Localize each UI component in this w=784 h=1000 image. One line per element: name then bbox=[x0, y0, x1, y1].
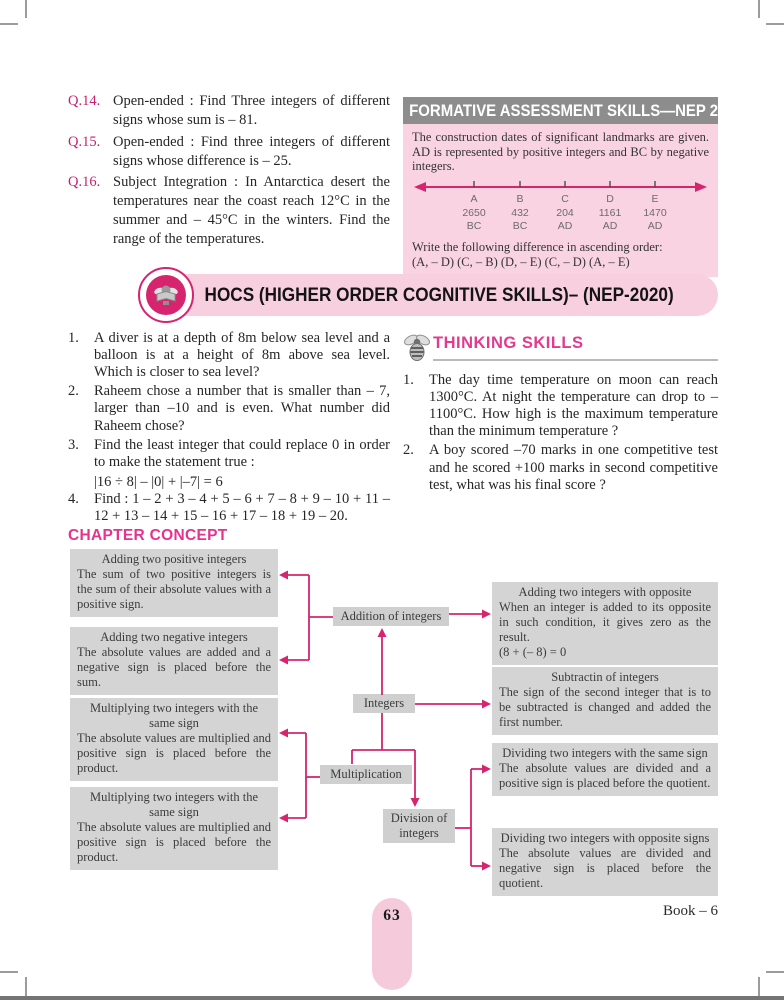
concept-box-body: The absolute values are multiplied and positive sign is placed before the product. bbox=[77, 731, 271, 775]
crop-mark bbox=[766, 971, 784, 973]
thinking-question-list bbox=[403, 372, 718, 494]
point-era: BC bbox=[466, 220, 482, 233]
question-item bbox=[403, 442, 718, 493]
book-label: Book – 6 bbox=[662, 903, 718, 919]
point-era: AD bbox=[557, 220, 573, 233]
crop-mark bbox=[0, 23, 18, 25]
concept-box-body: The absolute values are added and a negative sign is placed before the sum. bbox=[77, 645, 271, 689]
point-value: 2650 bbox=[462, 206, 486, 219]
concept-box-title: Subtractin of integers bbox=[551, 670, 659, 684]
number-line-point bbox=[511, 193, 529, 234]
point-era: AD bbox=[602, 220, 618, 233]
concept-box-title: Adding two integers with opposite bbox=[518, 585, 692, 599]
chapter-concept-title: CHAPTER CONCEPT bbox=[68, 527, 228, 544]
question-number: 1. bbox=[68, 330, 79, 346]
concept-node-multiplication: Multiplication bbox=[320, 765, 412, 784]
question-number: Q.15. bbox=[68, 133, 101, 150]
concept-box-title: Dividing two integers with opposite signs bbox=[500, 831, 710, 845]
hocs-section-banner bbox=[150, 274, 718, 316]
point-name: D bbox=[606, 192, 614, 205]
hocs-question-list bbox=[68, 330, 390, 527]
concept-box-dividing-same-sign bbox=[492, 743, 718, 796]
question-item bbox=[68, 383, 390, 434]
concept-box-title: Multiplying two integers with the same sign bbox=[89, 701, 259, 730]
thinking-skills-section bbox=[403, 332, 718, 496]
concept-box-title: Multiplying two integers with the same sign bbox=[89, 790, 259, 819]
number-line-point bbox=[556, 193, 574, 234]
page-number-pill bbox=[372, 898, 412, 990]
point-value: 204 bbox=[556, 206, 574, 219]
formative-assessment-panel bbox=[403, 97, 744, 277]
hocs-section-title: HOCS (HIGHER ORDER COGNITIVE SKILLS)– (NEP-2020) bbox=[204, 284, 674, 306]
concept-box-adding-opposite bbox=[492, 582, 718, 665]
concept-box-title: Adding two negative integers bbox=[100, 630, 248, 644]
concept-box-example: (8 + (– 8) = 0 bbox=[499, 645, 567, 659]
panel-intro-text: The construction dates of significant landmarks are given. AD is represented by positive integers and BC by negative integers. bbox=[412, 130, 709, 174]
question-text: Find : 1 – 2 + 3 – 4 + 5 – 6 + 7 – 8 + 9 – 10 + 11 – 12 + 13 – 14 + 15 – 16 + 17 – 18 + 19 – 20. bbox=[94, 491, 390, 525]
question-text: A diver is at a depth of 8m below sea level and a balloon is at a height of 8m above sea level. Which is closer to sea level? bbox=[94, 330, 390, 381]
question-number: 2. bbox=[68, 383, 79, 400]
panel-header bbox=[403, 97, 744, 124]
concept-box-title: Dividing two integers with the same sign bbox=[502, 746, 708, 760]
point-name: A bbox=[470, 192, 478, 205]
crop-mark bbox=[766, 23, 784, 25]
concept-box-subtraction bbox=[492, 667, 718, 735]
concept-box-multiplying-same-sign bbox=[70, 698, 278, 781]
page-number: 63 bbox=[383, 907, 401, 924]
crop-mark bbox=[758, 0, 760, 18]
panel-options: (A, – D) (C, – B) (D, – E) (C, – D) (A, – E) bbox=[412, 254, 630, 269]
question-item bbox=[68, 133, 390, 171]
concept-box-dividing-opposite-signs bbox=[492, 828, 718, 896]
number-line bbox=[412, 179, 709, 237]
question-item bbox=[68, 92, 390, 130]
crop-mark bbox=[25, 0, 27, 18]
question-item bbox=[68, 491, 390, 525]
concept-node-addition: Addition of integers bbox=[333, 607, 449, 626]
concept-box-body: When an integer is added to its opposite in such condition, it gives zero as the result. bbox=[499, 600, 711, 644]
point-value: 432 bbox=[511, 206, 529, 219]
hocs-badge-icon bbox=[138, 267, 194, 323]
thinking-skills-title: THINKING SKILLS bbox=[433, 334, 584, 352]
point-name: C bbox=[561, 192, 569, 205]
bee-icon bbox=[403, 332, 431, 362]
concept-box-adding-negative bbox=[70, 627, 278, 695]
question-item bbox=[68, 437, 390, 471]
header-underline bbox=[433, 359, 718, 361]
question-formula: |16 ÷ 8| – |0| + |–7| = 6 bbox=[94, 473, 223, 490]
number-line-point bbox=[462, 193, 485, 234]
point-value: 1161 bbox=[598, 206, 622, 219]
concept-box-adding-positive bbox=[70, 549, 278, 617]
concept-box-title: Adding two positive integers bbox=[101, 552, 247, 566]
question-number: 3. bbox=[68, 436, 79, 453]
concept-box-body: The sum of two positive integers is the sum of their absolute values with a positive sign. bbox=[77, 567, 271, 611]
scan-edge bbox=[0, 996, 784, 1000]
question-item bbox=[68, 330, 390, 381]
question-text: A boy scored –70 marks in one competitive test and he scored +100 marks in second competitive test, what was his final score ? bbox=[429, 442, 718, 493]
question-text: Raheem chose a number that is smaller than – 7, larger than –10 and is even. What number did Raheem chose? bbox=[94, 383, 390, 434]
panel-body bbox=[403, 124, 718, 277]
question-item bbox=[403, 372, 718, 440]
point-name: E bbox=[651, 192, 659, 205]
concept-box-body: The absolute values are divided and a positive sign is placed before the quotient. bbox=[499, 761, 711, 790]
number-line-point bbox=[643, 193, 666, 234]
concept-box-multiplying-same-sign-2 bbox=[70, 787, 278, 870]
question-number: 2. bbox=[403, 442, 414, 459]
point-era: AD bbox=[647, 220, 663, 233]
reader-head-icon bbox=[153, 282, 179, 308]
hocs-badge-inner-circle bbox=[146, 275, 186, 315]
point-value: 1470 bbox=[643, 206, 667, 219]
question-number: Q.14. bbox=[68, 93, 101, 109]
question-number: 1. bbox=[403, 372, 414, 388]
question-number: Q.16. bbox=[68, 174, 101, 191]
panel-question: Write the following difference in ascending order: bbox=[412, 239, 663, 254]
question-number: 4. bbox=[68, 491, 79, 507]
question-text: Subject Integration : In Antarctica desert the temperatures near the coast reach 12°C in the summer and – 45°C in the winters. Find the range of the temperatures. bbox=[113, 174, 390, 247]
question-item bbox=[68, 173, 390, 248]
crop-mark bbox=[0, 971, 18, 973]
question-text: Open-ended : Find Three integers of different signs whose sum is – 81. bbox=[113, 93, 390, 128]
exercise-question-list bbox=[68, 92, 390, 252]
concept-node-division: Division of integers bbox=[383, 809, 455, 843]
question-text: Find the least integer that could replace 0 in order to make the statement true : bbox=[94, 436, 390, 470]
concept-box-body: The sign of the second integer that is to be subtracted is changed and added the first number. bbox=[499, 685, 711, 729]
panel-title: FORMATIVE ASSESSMENT SKILLS—NEP 2020 bbox=[409, 100, 744, 120]
question-text: Open-ended : Find three integers of different signs whose difference is – 25. bbox=[113, 133, 390, 169]
point-name: B bbox=[516, 192, 524, 205]
concept-node-integers: Integers bbox=[353, 694, 415, 713]
point-era: BC bbox=[512, 220, 528, 233]
number-line-point bbox=[599, 193, 622, 234]
concept-box-body: The absolute values are divided and negative sign is placed before the quotient. bbox=[499, 846, 711, 890]
thinking-skills-header bbox=[403, 332, 718, 364]
question-text: The day time temperature on moon can reach 1300°C. At night the temperature can drop to – 1100°C. How high is the maximum temperature than the minimum temperature ? bbox=[429, 372, 718, 440]
concept-box-body: The absolute values are multiplied and positive sign is placed before the product. bbox=[77, 820, 271, 864]
